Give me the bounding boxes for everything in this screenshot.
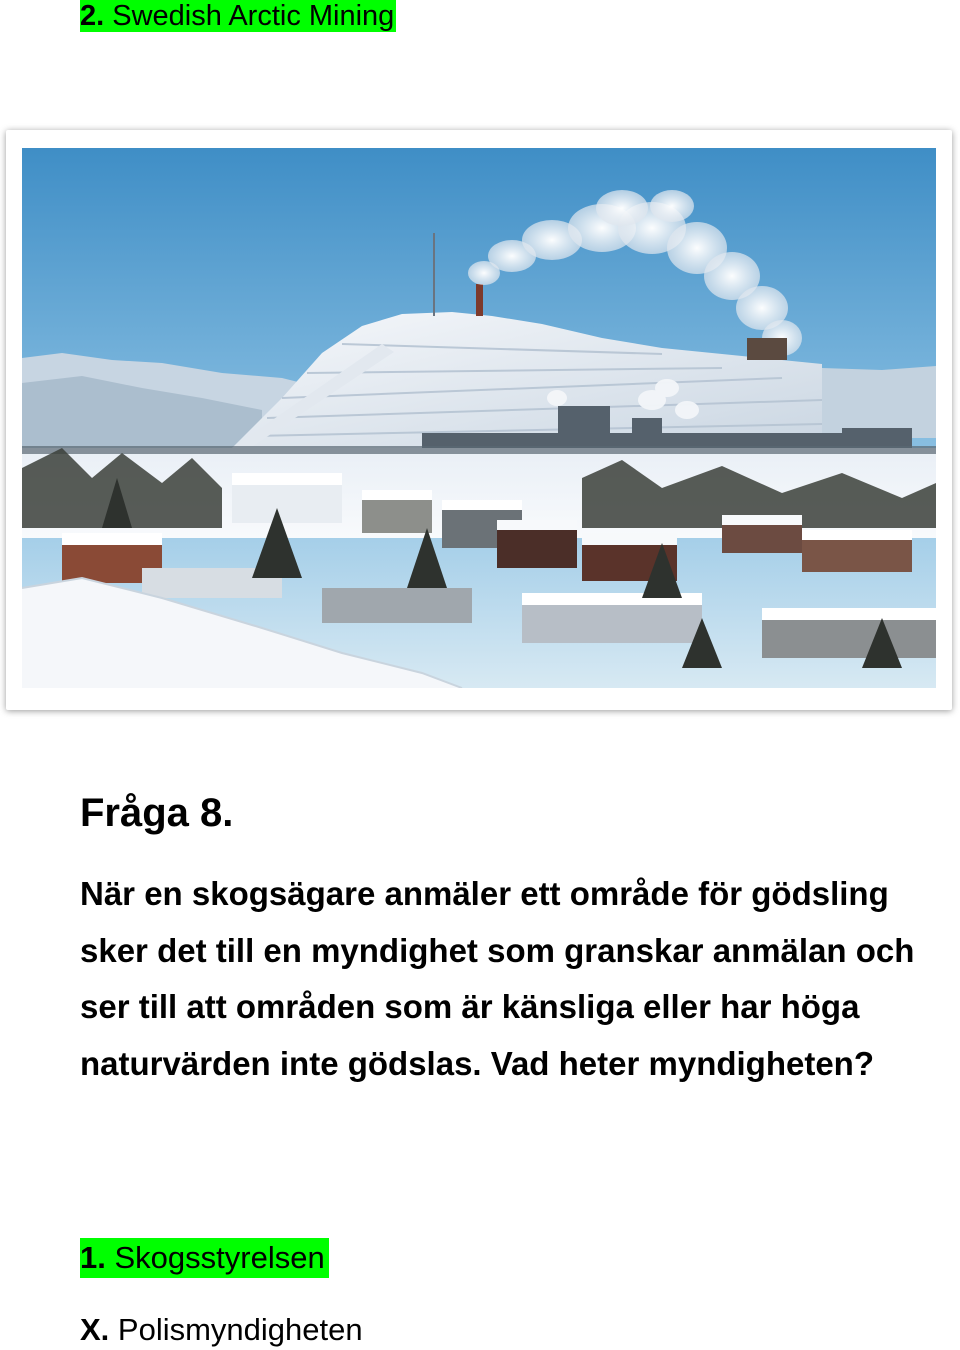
answer-key: 1.: [80, 1240, 106, 1275]
chimney: [476, 284, 483, 316]
answer-label: Skogsstyrelsen: [114, 1240, 325, 1275]
question-text: När en skogsägare anmäler ett område för gödsling sker det till en myndighet som granskar anmälan och ser till att områden som är känsliga eller har höga naturvärden inte gödslas. Vad heter myndigheten?: [80, 875, 915, 1082]
question-title: Fråga 8.: [80, 791, 234, 835]
right-plant: [747, 338, 787, 360]
answer-option-x: [80, 1310, 367, 1350]
section-header: [80, 0, 396, 32]
section-title: Swedish Arctic Mining: [112, 0, 395, 32]
section-number: 2.: [80, 0, 105, 32]
answer-label: Polismyndigheten: [117, 1312, 363, 1347]
answer-key: X.: [80, 1312, 110, 1347]
mining-town-photo: [22, 148, 936, 688]
answer-option-1: [80, 1238, 329, 1278]
